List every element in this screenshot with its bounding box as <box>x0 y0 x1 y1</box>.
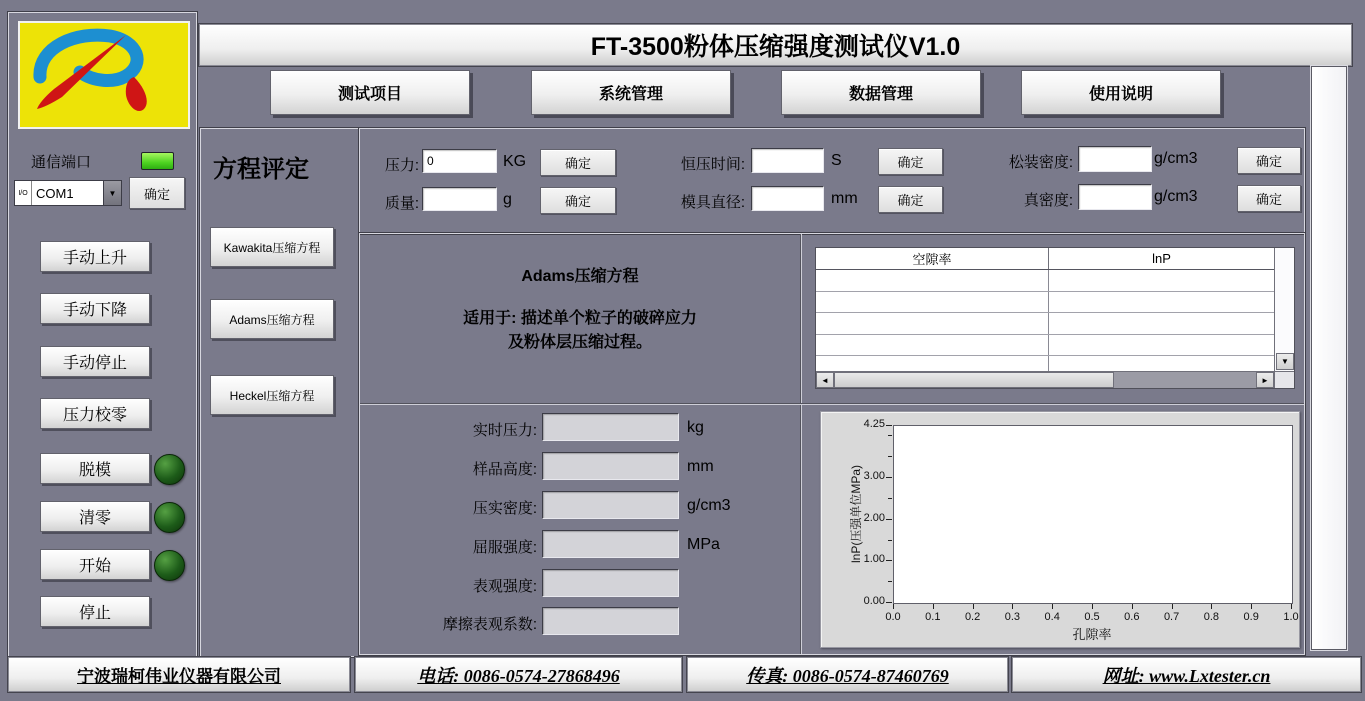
yield-strength-label: 屈服强度: <box>472 539 537 556</box>
main-panel <box>359 233 1305 655</box>
axis-tick-mark <box>888 581 892 582</box>
true-density-confirm-button[interactable]: 确定 <box>1237 185 1301 212</box>
equation-description-title: Adams压缩方程 <box>521 268 639 285</box>
scroll-down-icon[interactable]: ▼ <box>1276 353 1294 370</box>
nav-data-management-button[interactable]: 数据管理 <box>781 70 981 115</box>
yield-strength-field <box>542 530 679 558</box>
footer-phone: 电话: 0086-0574-27868496 <box>355 657 682 692</box>
axis-tick-mark <box>893 604 894 609</box>
table-cell[interactable] <box>1049 335 1274 356</box>
table-cell[interactable] <box>816 313 1049 334</box>
table-cell[interactable] <box>816 335 1049 356</box>
yield-strength-unit: MPa <box>687 536 720 553</box>
axis-tick-mark <box>973 604 974 609</box>
axis-tick-mark <box>1172 604 1173 609</box>
die-diameter-unit: mm <box>831 190 858 207</box>
column-header-lnp: lnP <box>1152 251 1171 266</box>
control-sidebar <box>8 12 197 657</box>
friction-coefficient-label: 摩擦表观系数: <box>442 616 537 633</box>
sample-height-field <box>542 452 679 480</box>
comm-port-label: 通信端口 <box>31 154 92 171</box>
hold-time-unit: S <box>831 152 842 169</box>
axis-tick-mark <box>886 602 892 603</box>
nav-instructions-button[interactable]: 使用说明 <box>1021 70 1221 115</box>
manual-down-button[interactable]: 手动下降 <box>40 293 150 324</box>
scrollbar-thumb[interactable] <box>834 372 1114 388</box>
axis-tick-mark <box>1211 604 1212 609</box>
pressure-zero-button[interactable]: 压力校零 <box>40 398 150 429</box>
axis-tick-label: 0.4 <box>1044 611 1060 623</box>
apparent-strength-field <box>542 569 679 597</box>
axis-tick-label: 0.5 <box>1084 611 1100 623</box>
parameter-panel <box>359 128 1305 234</box>
axis-tick-mark <box>1251 604 1252 609</box>
apparent-strength-label: 表观强度: <box>472 578 537 595</box>
compact-density-unit: g/cm3 <box>687 497 731 514</box>
axis-tick-label: 0.8 <box>1203 611 1220 623</box>
horizontal-divider <box>360 403 1304 405</box>
comm-confirm-button[interactable]: 确定 <box>129 177 185 209</box>
scrollbar-corner <box>1274 371 1294 388</box>
table-row <box>816 292 1274 314</box>
realtime-pressure-field <box>542 413 679 441</box>
axis-tick-label: 0.9 <box>1243 611 1259 623</box>
true-density-input[interactable] <box>1078 184 1152 210</box>
pressure-confirm-button[interactable]: 确定 <box>540 149 616 176</box>
axis-tick-label: 0.3 <box>1004 611 1021 623</box>
vertical-divider <box>800 234 802 654</box>
title-bar <box>199 24 1352 66</box>
kawakita-equation-button[interactable]: Kawakita压缩方程 <box>210 227 334 267</box>
start-led-indicator <box>154 550 185 581</box>
bulk-density-confirm-button[interactable]: 确定 <box>1237 147 1301 174</box>
comm-led-indicator <box>141 152 174 170</box>
sample-height-label: 样品高度: <box>472 461 537 478</box>
mass-input[interactable] <box>422 187 497 211</box>
page-title: FT-3500粉体压缩强度测试仪V1.0 <box>590 33 961 61</box>
demould-button[interactable]: 脱模 <box>40 453 150 484</box>
axis-tick-mark <box>888 498 892 499</box>
table-cell[interactable] <box>816 356 1049 371</box>
equation-panel <box>200 128 359 657</box>
nav-test-items-button[interactable]: 测试项目 <box>270 70 470 115</box>
axis-tick-mark <box>888 540 892 541</box>
table-row <box>816 335 1274 357</box>
footer-company: 宁波瑞柯伟业仪器有限公司 <box>8 657 350 692</box>
table-cell[interactable] <box>816 292 1049 313</box>
axis-tick-mark <box>933 604 934 609</box>
company-logo <box>18 21 190 129</box>
axis-tick-mark <box>1012 604 1013 609</box>
axis-tick-label: 1.0 <box>1283 611 1299 623</box>
compression-chart <box>820 411 1300 648</box>
clear-button[interactable]: 清零 <box>40 501 150 532</box>
compact-density-label: 压实密度: <box>472 500 537 517</box>
die-diameter-input[interactable] <box>751 186 824 211</box>
true-density-label: 真密度: <box>1023 192 1073 209</box>
table-vertical-scrollbar[interactable] <box>1274 248 1294 371</box>
bulk-density-label: 松装密度: <box>1008 154 1073 171</box>
axis-tick-mark <box>1052 604 1053 609</box>
mass-confirm-button[interactable]: 确定 <box>540 187 616 214</box>
mass-label: 质量: <box>384 195 419 212</box>
equation-description-line1: 适用于: 描述单个粒子的破碎应力 <box>463 310 697 327</box>
hold-time-confirm-button[interactable]: 确定 <box>878 148 943 175</box>
io-icon: I/O <box>15 181 32 205</box>
sample-height-unit: mm <box>687 458 714 475</box>
axis-tick-mark <box>886 425 892 426</box>
equation-description-line2: 及粉体层压缩过程。 <box>507 334 652 351</box>
table-row <box>816 313 1274 335</box>
axis-tick-label: 0.00 <box>863 595 885 607</box>
table-row <box>816 270 1274 292</box>
axis-tick-label: 3.00 <box>863 470 885 483</box>
bulk-density-input[interactable] <box>1078 146 1152 172</box>
pressure-label: 压力: <box>384 157 419 174</box>
axis-tick-label: 0.1 <box>925 611 941 623</box>
scrollbar-track[interactable] <box>1114 372 1256 388</box>
heckel-equation-button[interactable]: Heckel压缩方程 <box>210 375 334 415</box>
adams-equation-button[interactable]: Adams压缩方程 <box>210 299 334 339</box>
axis-tick-mark <box>886 519 892 520</box>
table-cell[interactable] <box>1049 270 1274 291</box>
axis-tick-mark <box>886 477 892 478</box>
x-axis-label: 孔隙率 <box>1072 627 1112 642</box>
true-density-unit: g/cm3 <box>1154 188 1198 205</box>
vertical-scrollbar[interactable] <box>1311 66 1347 650</box>
scroll-right-icon[interactable]: ► <box>1256 372 1274 388</box>
compact-density-field <box>542 491 679 519</box>
hold-time-input[interactable] <box>751 148 824 173</box>
pressure-unit: KG <box>503 153 527 170</box>
realtime-pressure-label: 实时压力: <box>472 422 537 439</box>
scroll-left-icon[interactable]: ◄ <box>816 372 834 388</box>
voidage-table[interactable] <box>815 247 1295 389</box>
dropdown-arrow-icon[interactable]: ▼ <box>103 181 121 205</box>
axis-tick-label: 2.00 <box>863 511 885 524</box>
table-body-wrap <box>816 248 1274 371</box>
y-axis-label: lnP(压强单位MPa) <box>849 465 863 564</box>
table-cell[interactable] <box>1049 292 1274 313</box>
table-cell[interactable] <box>1049 356 1274 371</box>
equation-panel-title: 方程评定 <box>213 156 309 183</box>
axis-tick-mark <box>888 435 892 436</box>
pressure-input[interactable] <box>422 149 497 173</box>
table-cell[interactable] <box>816 270 1049 291</box>
com-port-select[interactable] <box>14 180 122 206</box>
axis-tick-mark <box>1291 604 1292 609</box>
table-horizontal-scrollbar[interactable] <box>816 371 1274 388</box>
com-port-value: COM1 <box>36 185 74 201</box>
axis-tick-label: 0.0 <box>885 611 901 623</box>
table-body <box>816 270 1274 371</box>
table-row <box>816 356 1274 371</box>
nav-system-management-button[interactable]: 系统管理 <box>531 70 731 115</box>
chart-plot-area <box>893 425 1293 604</box>
column-header-voidage: 空隙率 <box>816 248 1049 269</box>
friction-coefficient-field <box>542 607 679 635</box>
axis-tick-mark <box>886 560 892 561</box>
manual-stop-button[interactable]: 手动停止 <box>40 346 150 377</box>
bulk-density-unit: g/cm3 <box>1154 150 1198 167</box>
manual-up-button[interactable]: 手动上升 <box>40 241 150 272</box>
axis-tick-label: 4.25 <box>863 418 885 430</box>
demould-led-indicator <box>154 454 185 485</box>
axis-tick-label: 0.2 <box>964 611 981 623</box>
axis-tick-label: 1.00 <box>863 553 885 566</box>
logo-r-icon <box>20 23 184 123</box>
die-diameter-label: 模具直径: <box>680 194 745 211</box>
axis-tick-mark <box>888 456 892 457</box>
table-header <box>816 248 1274 270</box>
start-button[interactable]: 开始 <box>40 549 150 580</box>
axis-tick-mark <box>1132 604 1133 609</box>
clear-led-indicator <box>154 502 185 533</box>
realtime-pressure-unit: kg <box>687 419 704 436</box>
hold-time-label: 恒压时间: <box>680 156 745 173</box>
axis-tick-label: 0.7 <box>1163 611 1180 623</box>
axis-tick-mark <box>1092 604 1093 609</box>
stop-button[interactable]: 停止 <box>40 596 150 627</box>
die-diameter-confirm-button[interactable]: 确定 <box>878 186 943 213</box>
footer-website: 网址: www.Lxtester.cn <box>1012 657 1361 692</box>
table-cell[interactable] <box>1049 313 1274 334</box>
mass-unit: g <box>503 191 512 208</box>
axis-tick-label: 0.6 <box>1124 611 1140 623</box>
footer-fax: 传真: 0086-0574-87460769 <box>687 657 1008 692</box>
